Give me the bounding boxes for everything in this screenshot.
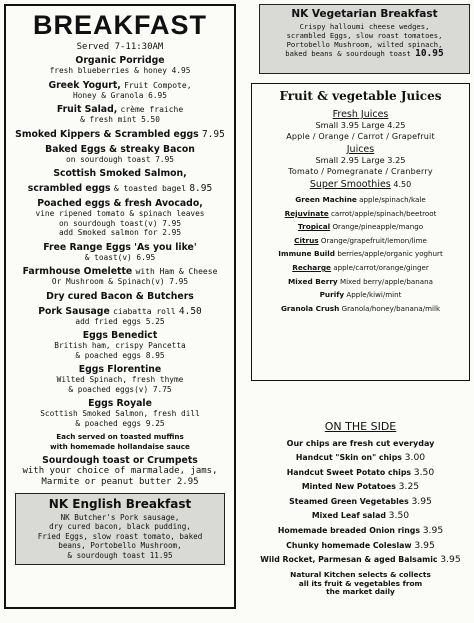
smoothie-row — [255, 263, 466, 272]
menu-item-price: 7.95 — [201, 128, 225, 140]
side-outro-line: all its fruit & vegetables from — [298, 578, 423, 588]
side-item-name: Handcut "Skin on" chips — [295, 453, 402, 462]
menu-item-note: crème fraiche — [120, 105, 184, 114]
menu-item — [9, 306, 231, 327]
smoothies-heading: Super Smoothies — [309, 179, 391, 190]
breakfast-title: BREAKFAST — [32, 10, 207, 40]
menu-item-name — [9, 455, 231, 466]
side-title: ON THE SIDE — [324, 420, 397, 433]
menu-item-desc: Scottish Smoked Salmon, fresh dill — [40, 409, 200, 418]
menu-item-desc: on sourdough toast(v) 7.95 — [58, 218, 182, 228]
menu-item-name — [9, 55, 231, 66]
menu-item-name — [9, 168, 231, 179]
smoothie-name: Tropical — [297, 222, 331, 232]
menu-item-desc: & poached eggs 8.95 — [75, 350, 165, 360]
menu-item — [9, 242, 231, 263]
smoothies-price: 4.50 — [393, 180, 412, 189]
menu-item-desc: & toast(v) 6.95 — [84, 252, 156, 262]
menu-item-title: Greek Yogurt, — [48, 79, 121, 91]
smoothie-ingredients: berries/apple/organic yoghurt — [337, 249, 443, 259]
smoothie-name: Granola Crush — [280, 303, 340, 313]
menu-item-desc: & fresh mint 5.50 — [80, 115, 160, 124]
smoothie-ingredients: apple/carrot/orange/ginger — [333, 262, 429, 272]
menu-item-title: Farmhouse Omelette — [22, 266, 133, 277]
side-outro — [251, 571, 470, 597]
smoothie-list — [255, 195, 466, 313]
menu-item-title: Sourdough toast or Crumpets — [42, 455, 198, 466]
side-item-price: 3.95 — [411, 495, 432, 507]
menu-item-note: Fruit Compote, — [124, 80, 192, 90]
menu-item-note: with Ham & Cheese — [135, 267, 218, 276]
side-item — [251, 468, 470, 478]
menu-item-title: Eggs Florentine — [78, 364, 162, 375]
nk-vegetarian-title: NK Vegetarian Breakfast — [291, 8, 438, 20]
juices-sizes: Small 2.95 Large 3.25 — [315, 155, 406, 165]
menu-item-title: Smoked Kippers & Scrambled eggs — [15, 128, 199, 140]
menu-item-desc: vine ripened tomato & spinach leaves — [35, 209, 205, 218]
menu-item-name — [9, 242, 231, 253]
menu-item — [9, 266, 231, 287]
menu-item-desc: add fried eggs 5.25 — [75, 316, 165, 326]
smoothie-row — [255, 236, 466, 245]
menu-item-title: Dry cured Bacon & Butchers — [46, 290, 194, 302]
juices-title: Fruit & vegetable Juices — [279, 89, 442, 103]
menu-item — [9, 364, 231, 394]
menu-item — [9, 144, 231, 165]
menu-item-title: Scottish Smoked Salmon, — [53, 168, 187, 179]
served-hours: Served 7-11:30AM — [76, 42, 164, 52]
fresh-juices-sizes: Small 3.95 Large 4.25 — [315, 120, 406, 130]
smoothie-ingredients: carrot/apple/spinach/beetroot — [330, 208, 437, 218]
nk-english-line: dry cured bacon, black pudding, — [49, 522, 191, 532]
side-item-name: Mixed Leaf salad — [311, 511, 386, 521]
nk-vegetarian-breakfast-box — [259, 4, 470, 74]
menu-item-desc: & poached eggs(v) 7.75 — [68, 384, 172, 394]
side-item — [251, 453, 470, 463]
menu-item-desc: Marmite or peanut butter 2.95 — [41, 476, 199, 487]
smoothie-name: Purify — [319, 290, 345, 300]
menu-item-desc: Each served on toasted muffins — [56, 432, 184, 441]
menu-item-desc: & poached eggs 9.25 — [75, 418, 165, 428]
menu-item-desc: fresh blueberries & honey 4.95 — [49, 66, 191, 75]
fresh-juices-list: Apple / Orange / Carrot / Grapefruit — [286, 132, 435, 141]
side-item-price: 3.50 — [413, 466, 435, 478]
breakfast-panel — [4, 4, 236, 609]
side-outro-line: the market daily — [326, 587, 395, 597]
menu-item — [9, 104, 231, 125]
nk-english-breakfast-box — [15, 493, 225, 565]
side-item-name: Steamed Green Vegetables — [289, 496, 409, 506]
menu-item — [9, 183, 231, 194]
menu-item-name — [9, 291, 231, 302]
menu-item — [9, 432, 231, 451]
menu-item-price: 4.50 — [178, 305, 202, 317]
menu-item-title: Eggs Royale — [88, 398, 152, 409]
nk-english-line: beans, Portobello Mushroom, — [58, 541, 182, 551]
menu-item-name — [9, 266, 231, 277]
menu-item-name — [9, 306, 231, 317]
smoothies-heading-row — [255, 179, 466, 190]
menu-item-desc: with homemade hollandaise sauce — [50, 441, 190, 451]
side-intro: Our chips are fresh cut everyday — [286, 439, 435, 448]
menu-item — [9, 291, 231, 302]
breakfast-items — [9, 55, 231, 487]
smoothie-ingredients: Granola/honey/banana/milk — [341, 303, 441, 313]
side-item-name: Chunky homemade Coleslaw — [286, 540, 412, 550]
nk-english-title: NK English Breakfast — [48, 497, 192, 511]
menu-item-name — [9, 398, 231, 409]
side-item — [251, 482, 470, 492]
menu-item-name — [9, 144, 231, 155]
smoothie-row — [255, 195, 466, 204]
menu-item-desc: with your choice of marmalade, jams, — [22, 466, 218, 476]
menu-item — [9, 80, 231, 101]
menu-item — [9, 330, 231, 360]
menu-item-desc: on sourdough toast 7.95 — [66, 154, 174, 164]
menu-item-desc: add Smoked salmon for 2.95 — [58, 228, 182, 237]
smoothie-row — [255, 222, 466, 231]
smoothie-ingredients: Mixed berry/apple/banana — [339, 276, 433, 286]
menu-item-name — [9, 198, 231, 209]
side-item — [251, 511, 470, 521]
nk-vegetarian-last-line: baked beans & sourdough toast — [285, 49, 411, 58]
menu-item-title: Free Range Eggs 'As you like' — [43, 241, 197, 253]
nk-vegetarian-line: Portobello Mushroom, wilted spinach, — [286, 40, 443, 49]
smoothie-row — [255, 304, 466, 313]
menu-item-price: 8.95 — [189, 183, 213, 194]
menu-item — [9, 398, 231, 428]
on-the-side-panel — [251, 420, 470, 620]
menu-item-title: Pork Sausage — [38, 305, 110, 317]
menu-item-title: Organic Porridge — [75, 55, 165, 66]
menu-item-name — [9, 104, 231, 115]
menu-item-note: & toasted bagel — [113, 184, 187, 193]
side-item-name: Homemade breaded Onion rings — [277, 525, 420, 535]
juices-list: Tomato / Pomegranate / Cranberry — [288, 167, 433, 176]
nk-vegetarian-line: scrambled Eggs, slow roast tomatoes, — [286, 31, 443, 40]
smoothie-ingredients: apple/spinach/kale — [359, 195, 426, 204]
side-item-price: 3.95 — [414, 539, 435, 551]
side-item-name: Minted New Potatoes — [301, 482, 396, 492]
nk-english-line: & sourdough toast 11.95 — [67, 550, 173, 560]
menu-item-desc: British ham, crispy Pancetta — [54, 341, 186, 350]
juices-panel — [251, 83, 470, 381]
menu-item-name — [9, 330, 231, 341]
menu-item-name — [9, 80, 231, 91]
nk-vegetarian-line — [264, 49, 465, 58]
menu-item — [9, 129, 231, 140]
smoothie-name: Rejuvinate — [284, 208, 329, 218]
menu-item-title: scrambled eggs — [27, 183, 111, 194]
menu-item-name — [9, 183, 231, 194]
smoothie-row — [255, 290, 466, 299]
smoothie-row — [255, 209, 466, 218]
side-item-price: 3.00 — [404, 452, 426, 463]
menu-item — [9, 55, 231, 76]
side-item-price: 3.50 — [388, 510, 410, 522]
nk-english-line: Fried Eggs, slow roast tomato, baked — [37, 531, 203, 541]
side-item-name: Wild Rocket, Parmesan & aged Balsamic — [260, 555, 438, 565]
menu-item — [9, 168, 231, 179]
side-item — [251, 541, 470, 551]
side-item — [251, 526, 470, 536]
side-item-price: 3.95 — [422, 524, 444, 536]
menu-item — [9, 455, 231, 487]
smoothie-ingredients: Orange/pineapple/mango — [332, 222, 424, 232]
nk-vegetarian-price: 10.95 — [415, 48, 444, 59]
side-item — [251, 497, 470, 507]
menu-item-title: Baked Eggs & streaky Bacon — [45, 143, 195, 155]
side-item-price: 3.25 — [398, 481, 420, 493]
menu-item-name — [9, 364, 231, 375]
side-item-price: 3.95 — [440, 554, 461, 566]
smoothie-row — [255, 249, 466, 258]
side-outro-line: Natural Kitchen selects & collects — [290, 570, 431, 580]
fresh-juices-heading: Fresh Juices — [332, 109, 389, 120]
smoothie-name: Immune Build — [278, 249, 336, 259]
smoothie-ingredients: Apple/kiwi/mint — [346, 290, 402, 300]
smoothie-ingredients: Orange/grapefruit/lemon/lime — [320, 235, 427, 245]
smoothie-name: Green Machine — [295, 195, 357, 204]
menu-item — [9, 198, 231, 238]
menu-item-title: Fruit Salad, — [56, 104, 118, 115]
nk-english-line: NK Butcher's Pork sausage, — [60, 513, 180, 522]
nk-vegetarian-line: Crispy halloumi cheese wedges, — [299, 22, 430, 31]
juices-heading: Juices — [346, 144, 375, 155]
menu-item-note: ciabatta roll — [113, 306, 176, 316]
menu-item-title: Poached eggs & fresh Avocado, — [37, 198, 203, 209]
side-items — [251, 453, 470, 565]
menu-item-desc: Honey & Granola 6.95 — [73, 90, 167, 100]
menu-item-name — [9, 129, 231, 140]
smoothie-row — [255, 277, 466, 286]
menu-item-desc: Or Mushroom & Spinach(v) 7.95 — [51, 277, 189, 286]
smoothie-name: Recharge — [292, 262, 332, 272]
side-item — [251, 555, 470, 565]
menu-item-title: Eggs Benedict — [82, 330, 158, 341]
side-item-name: Handcut Sweet Potato chips — [286, 467, 412, 477]
menu-item-desc: Wilted Spinach, fresh thyme — [56, 375, 184, 384]
smoothie-name: Citrus — [294, 235, 319, 245]
smoothie-name: Mixed Berry — [288, 276, 338, 286]
